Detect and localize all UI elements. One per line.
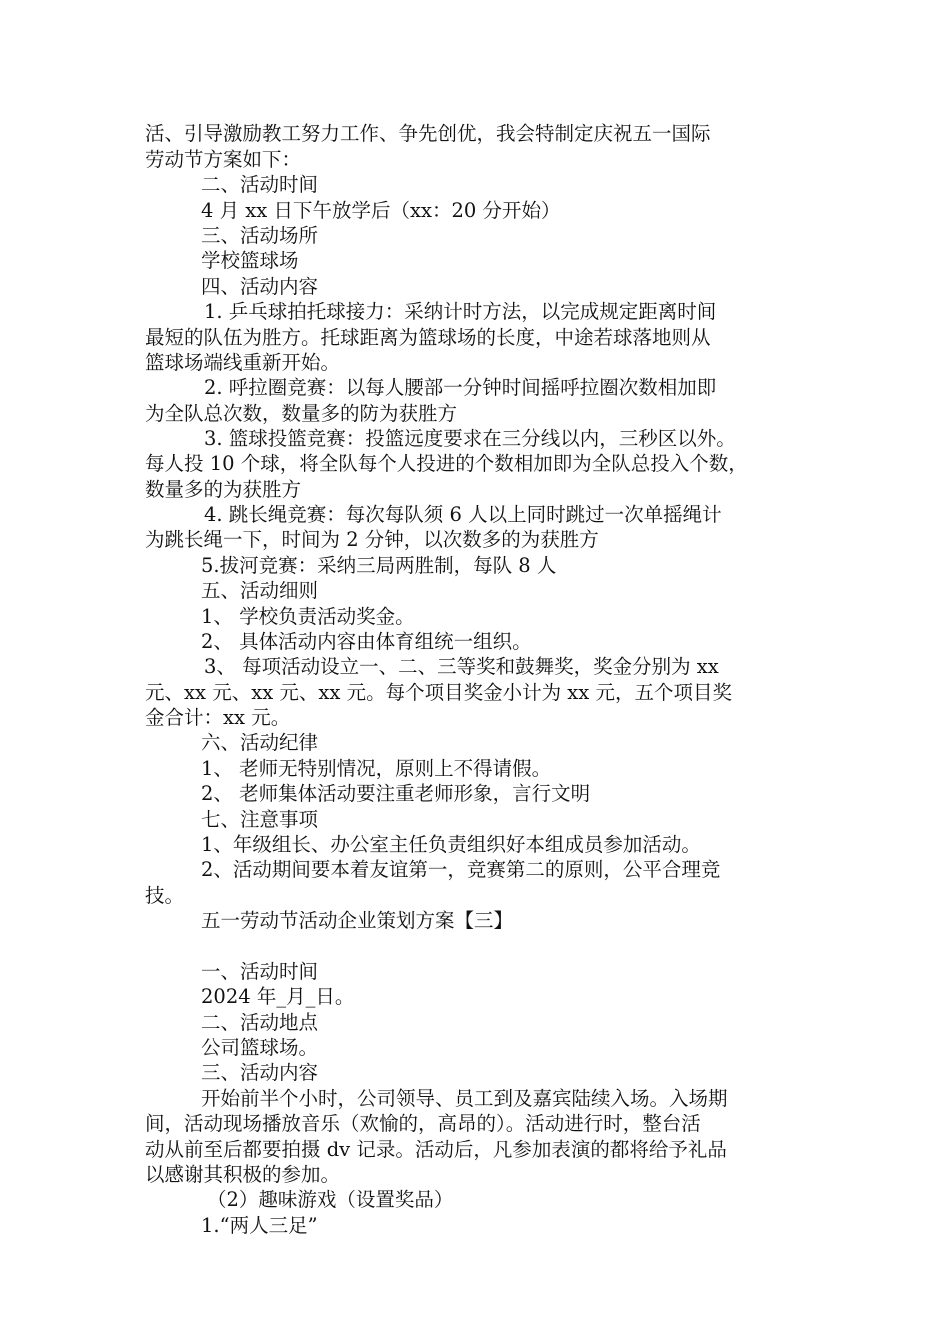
- text-line: 间，活动现场播放音乐（欢愉的，高昂的）。活动进行时，整台活: [145, 1112, 701, 1135]
- text-line: 2. 呼拉圈竞赛：以每人腰部一分钟时间摇呼拉圈次数相加即: [204, 376, 717, 399]
- section-heading: 一、活动时间: [201, 960, 319, 983]
- text-line: 数量多的为获胜方: [145, 478, 302, 501]
- text-line: 以感谢其积极的参加。: [145, 1163, 341, 1186]
- text-line: （2）趣味游戏（设置奖品）: [207, 1188, 454, 1211]
- text-line: 每人投 10 个球，将全队每个人投进的个数相加即为全队总投入个数，: [145, 452, 748, 475]
- section-heading: 七、注意事项: [201, 808, 319, 831]
- text-line: 1、年级组长、办公室主任负责组织好本组成员参加活动。: [201, 833, 701, 856]
- text-line: 3、 每项活动设立一、二、三等奖和鼓舞奖，奖金分别为 xx: [204, 655, 719, 678]
- text-line: 5.拔河竞赛：采纳三局两胜制，每队 8 人: [201, 554, 557, 577]
- text-line: 金合计：xx 元。: [145, 706, 291, 729]
- section-heading: 五、活动细则: [201, 579, 319, 602]
- text-line: 元、xx 元、xx 元、xx 元。每个项目奖金小计为 xx 元，五个项目奖: [145, 681, 732, 704]
- text-line: 4 月 xx 日下午放学后（xx：20 分开始）: [201, 199, 561, 222]
- text-line: 公司篮球场。: [201, 1036, 319, 1059]
- document-title: 五一劳动节活动企业策划方案【三】: [201, 909, 514, 932]
- text-line: 活、引导激励教工努力工作、争先创优，我会特制定庆祝五一国际: [145, 122, 711, 145]
- text-line: 篮球场端线重新开始。: [145, 351, 341, 374]
- text-line: 技。: [145, 884, 185, 907]
- text-line: 2、 具体活动内容由体育组统一组织。: [201, 630, 532, 653]
- text-line: 4. 跳长绳竞赛：每次每队须 6 人以上同时跳过一次单摇绳计: [204, 503, 722, 526]
- text-line: 动从前至后都要拍摄 dv 记录。活动后，凡参加表演的都将给予礼品: [145, 1138, 727, 1161]
- section-heading: 六、活动纪律: [201, 731, 319, 754]
- text-line: 2、 老师集体活动要注重老师形象，言行文明: [201, 782, 591, 805]
- section-heading: 三、活动内容: [201, 1061, 319, 1084]
- text-line: 为跳长绳一下，时间为 2 分钟，以次数多的为获胜方: [145, 528, 599, 551]
- text-line: 2024 年_月_日。: [201, 985, 355, 1008]
- text-line: 1、 学校负责活动奖金。: [201, 605, 415, 628]
- section-heading: 二、活动时间: [201, 173, 319, 196]
- text-line: 学校篮球场: [201, 249, 299, 272]
- section-heading: 三、活动场所: [201, 224, 319, 247]
- text-line: 1.“两人三足”: [201, 1214, 318, 1237]
- section-heading: 二、活动地点: [201, 1011, 319, 1034]
- text-line: 劳动节方案如下：: [145, 148, 302, 171]
- section-heading: 四、活动内容: [201, 275, 319, 298]
- text-line: 为全队总次数，数量多的防为获胜方: [145, 402, 458, 425]
- text-line: 3. 篮球投篮竞赛：投篮远度要求在三分线以内，三秒区以外。: [204, 427, 736, 450]
- text-line: 开始前半个小时，公司领导、员工到及嘉宾陆续入场。入场期: [201, 1087, 728, 1110]
- text-line: 1. 乒乓球拍托球接力：采纳计时方法，以完成规定距离时间: [204, 300, 717, 323]
- text-line: 最短的队伍为胜方。托球距离为篮球场的长度，中途若球落地则从: [145, 326, 711, 349]
- text-line: 2、活动期间要本着友谊第一，竞赛第二的原则，公平合理竞: [201, 858, 721, 881]
- text-line: 1、 老师无特别情况，原则上不得请假。: [201, 757, 552, 780]
